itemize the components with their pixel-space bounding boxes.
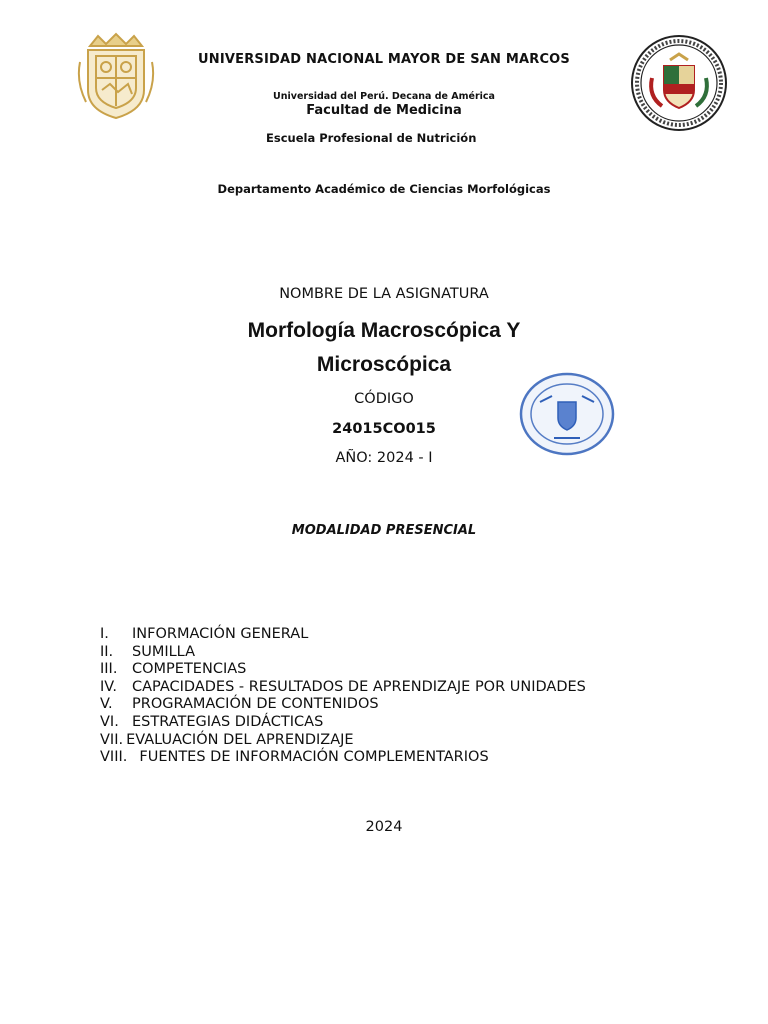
- toc-item-number: VI.: [100, 713, 119, 730]
- course-title-line-2: Microscópica: [316, 353, 452, 376]
- toc-item-number: IV.: [100, 678, 117, 695]
- academic-year: AÑO: 2024 - I: [335, 450, 433, 466]
- toc-item-label: SUMILLA: [132, 643, 196, 660]
- toc-item-number: VII.: [100, 731, 124, 748]
- toc-item-label: COMPETENCIAS: [132, 661, 247, 678]
- toc-item: [100, 696, 586, 714]
- course-code-label: CÓDIGO: [354, 391, 414, 407]
- course-title-line-1: Morfología Macroscópica Y: [247, 319, 521, 342]
- department-stamp: [518, 372, 616, 456]
- university-subtitle: Universidad del Perú. Decana de América: [273, 91, 495, 102]
- toc-item-label: ESTRATEGIAS DIDÁCTICAS: [132, 713, 324, 730]
- school-name: Escuela Profesional de Nutrición: [266, 131, 477, 145]
- toc-item-label: FUENTES DE INFORMACIÓN COMPLEMENTARIOS: [139, 749, 489, 766]
- toc-item-number: III.: [100, 661, 118, 678]
- toc-item: [100, 626, 586, 644]
- toc-item-label: EVALUACIÓN DEL APRENDIZAJE: [126, 731, 354, 748]
- toc-item: [100, 679, 586, 697]
- toc-item: [100, 749, 586, 767]
- toc-item-number: I.: [100, 626, 109, 642]
- document-year: 2024: [365, 819, 403, 835]
- course-modality: MODALIDAD PRESENCIAL: [291, 523, 477, 538]
- toc-item: [100, 644, 586, 662]
- course-name-label: NOMBRE DE LA ASIGNATURA: [279, 286, 489, 302]
- university-name: UNIVERSIDAD NACIONAL MAYOR DE SAN MARCOS: [198, 52, 570, 67]
- toc-item: [100, 714, 586, 732]
- faculty-name: Facultad de Medicina: [306, 103, 462, 118]
- toc-item-number: VIII.: [100, 749, 128, 766]
- toc-item-number: V.: [100, 696, 113, 713]
- toc-item-label: CAPACIDADES - RESULTADOS DE APRENDIZAJE POR UNIDADES: [132, 678, 586, 695]
- toc-item-label: INFORMACIÓN GENERAL: [132, 626, 309, 642]
- course-code: 24015CO015: [332, 421, 436, 437]
- toc-item-label: PROGRAMACIÓN DE CONTENIDOS: [132, 696, 379, 713]
- table-of-contents: [100, 626, 586, 767]
- toc-item-number: II.: [100, 643, 114, 660]
- course-title: [0, 314, 768, 382]
- toc-item: [100, 661, 586, 679]
- toc-item: [100, 732, 586, 750]
- department-name: Departamento Académico de Ciencias Morfológicas: [217, 182, 551, 196]
